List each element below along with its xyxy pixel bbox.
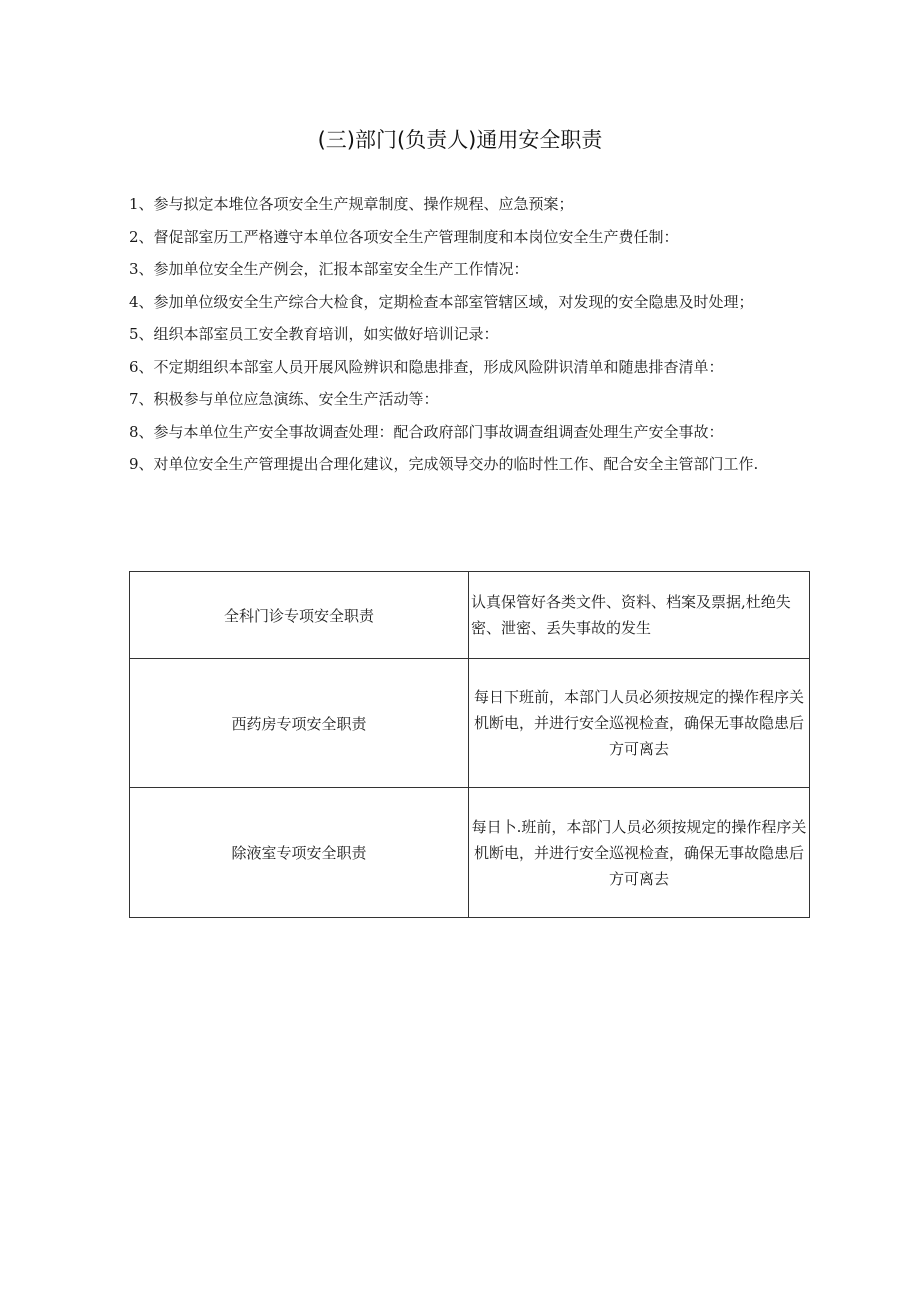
duty-item-9: 9、对单位安全生产管理提出合理化建议，完成领导交办的临时性工作、配合安全主管部门工作. xyxy=(129,455,759,473)
table-row xyxy=(130,788,810,918)
department-name-cell: 西药房专项安全职责 xyxy=(130,659,469,788)
department-name-cell: 除液室专项安全职责 xyxy=(130,788,469,918)
duty-item-4: 4、参加单位级安全生产综合大检食，定期检查本部室管辖区域，对发现的安全隐患及时处理； xyxy=(129,292,754,311)
duty-list xyxy=(129,188,809,481)
department-duty-cell: 每日卜.班前，本部门人员必须按规定的操作程序关机断电，并进行安全巡视检查，确保无事故隐患后方可离去 xyxy=(469,788,810,918)
department-duty-cell: 每日下班前，本部门人员必须按规定的操作程序关机断电，并进行安全巡视检查，确保无事故隐患后方可离去 xyxy=(469,659,810,788)
table-row xyxy=(130,659,810,788)
duty-item-7: 7、积极参与单位应急演练、安全生产活动等： xyxy=(129,390,439,408)
duty-item-5: 5、组织本部室员工安全教育培训，如实做好培训记录： xyxy=(129,325,499,343)
table-row xyxy=(130,572,810,659)
duty-item-1: 1、参与拟定本堆位各项安全生产规章制度、操作规程、应急预案； xyxy=(129,195,574,213)
duty-item-8: 8、参与本单位生产安全事故调查处理：配合政府部门事故调查组调查处理生产安全事故： xyxy=(129,422,724,441)
department-name-cell: 全科门诊专项安全职责 xyxy=(130,572,469,659)
special-duty-table xyxy=(129,571,810,918)
duty-item-6: 6、不定期组织本部室人员开展风险辨识和隐患排查，形成风险阱识清单和随患排杳清单： xyxy=(129,357,724,376)
department-duty-cell: 认真保管好各类文件、资料、档案及票据,杜绝失密、泄密、丢失事故的发生 xyxy=(469,572,810,659)
duty-item-2: 2、督促部室历工严格遵守本单位各项安全生产管理制度和本岗位安全生产费任制： xyxy=(129,227,679,246)
duty-item-3: 3、参加单位安全生产例会，汇报本部室安全生产工作情况： xyxy=(129,260,529,278)
document-title: (三)部门(负责人)通用安全职责 xyxy=(317,128,603,152)
